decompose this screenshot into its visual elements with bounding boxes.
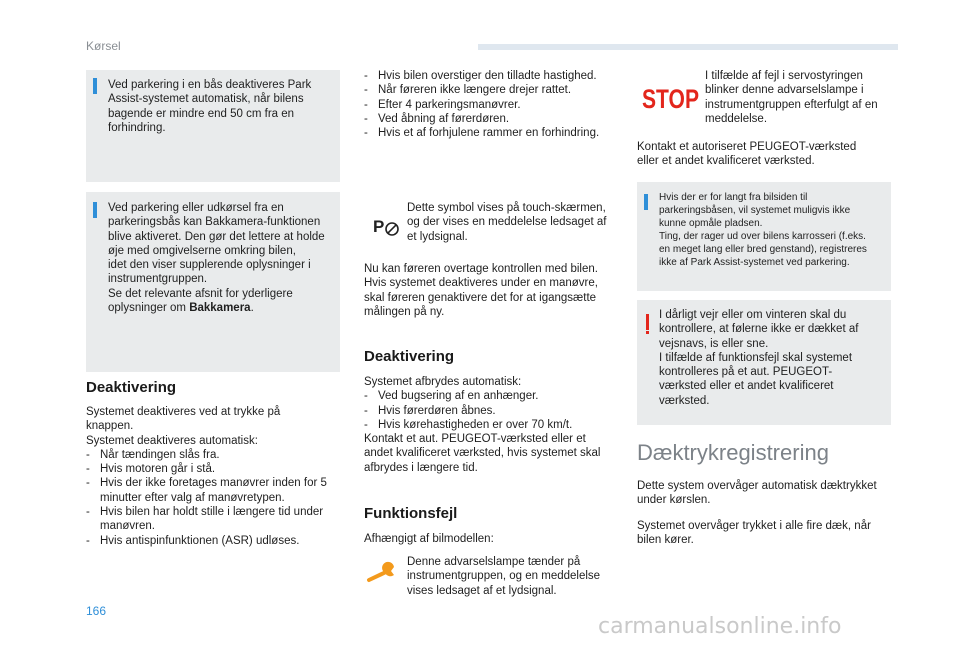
header-bar [478, 44, 898, 50]
wrench-icon [366, 563, 400, 585]
body-text: Afhængigt af bilmodellen: [364, 533, 494, 545]
list-item: - Når tændingen slås fra. [86, 448, 342, 462]
section-heading: Deaktivering [364, 348, 455, 365]
list-item: - Efter 4 parkeringsmanøvrer. [364, 98, 620, 112]
info-icon [644, 194, 648, 210]
info-icon [93, 202, 97, 218]
list-item: - Hvis førerdøren åbnes. [364, 404, 622, 418]
list-item: - Hvis motoren går i stå. [86, 462, 342, 476]
body-text: Nu kan føreren overtage kontrollen med bilen. Hvis systemet deaktiveres under en manøvre, skal føreren genaktivere det for at igangsætte målingen på ny. [364, 263, 598, 318]
info-icon [93, 78, 97, 94]
section-heading: Deaktivering [86, 379, 177, 396]
chapter-heading: Dæktrykregistrering [637, 440, 829, 465]
note-text: Ved parkering eller udkørsel fra en parkeringsbås kan Bakkamera-funktionen blive aktiveret. Den gør det lettere at holde øje med omgivelserne omkring bilen, idet den viser supplerende oplysninger i instrumentgruppen. Se det relevante afsnit for yderligere oplysninger om Bakkamera. [108, 202, 325, 315]
note-text: Hvis der er for langt fra bilsiden til parkeringsbåsen, vil systemet muligvis ikke kunne opmåle pladsen. Ting, der rager ud over bilens karrosseri (f.eks. en meget lang eller bred genstand), registreres ikke af Park Assist-systemet ved parkering. [659, 192, 867, 268]
note-text: I dårligt vejr eller om vinteren skal du kontrollere, at følerne ikke er dækket af vejsnavs, is eller sne. I tilfælde af funktionsfejl skal systemet kontrolleres på et aut. PEUGEOT- værksted eller et andet kvalificeret værksted. [659, 309, 859, 407]
section-heading: Funktionsfejl [364, 505, 458, 522]
body-text: Systemet afbrydes automatisk: - Ved bugsering af en anhænger. - Hvis førerdøren åbnes. - Hvis kørehastigheden er over 70 km/t. Kontakt et aut. PEUGEOT-værksted eller et andet kvalificeret værksted, hvis systemet skal afbrydes i længere tid. [364, 375, 622, 475]
body-text: Systemet deaktiveres ved at trykke på knappen. Systemet deaktiveres automatisk: - Når tændingen slås fra. - Hvis motoren går i stå. - Hvis der ikke foretages manøvrer inden for 5 minutter efter valg af manøvretypen. - Hvis bilen har holdt stille i længere tid under manøvren. - Hvis antispinfunktionen (ASR) udløses. [86, 405, 342, 548]
list-item: - Hvis antispinfunktionen (ASR) udløses. [86, 534, 342, 548]
list-item: - Hvis der ikke foretages manøvrer inden for 5 minutter efter valg af manøvretypen. [86, 476, 342, 505]
list-item: - Når føreren ikke længere drejer rattet. [364, 83, 620, 97]
list-item: - Ved åbning af førerdøren. [364, 112, 620, 126]
page-number: 166 [86, 604, 107, 618]
svg-text:P: P [373, 217, 385, 236]
body-text: Systemet overvåger trykket i alle fire dæk, når bilen kører. [637, 520, 871, 547]
info-note-reversing-camera [86, 192, 340, 372]
info-note-parking-bay [86, 70, 340, 182]
stop-description: I tilfælde af fejl i servostyringen blinker denne advarselslampe i instrumentgruppen efterfulgt af en meddelelse. [705, 70, 878, 125]
warning-icon [646, 314, 649, 330]
list-item: - Hvis et af forhjulene rammer en forhindring. [364, 126, 620, 140]
condition-list-block [364, 69, 620, 140]
warning-note-weather [637, 300, 891, 425]
symbol-description: Dette symbol vises på touch-skærmen, og der vises en meddelelse ledsaget af et lydsignal. [407, 202, 607, 243]
reference-link: Bakkamera [189, 302, 251, 315]
list-item: - Hvis bilen har holdt stille i længere tid under manøvren. [86, 505, 342, 534]
watermark: carmanualsonline.info [598, 614, 842, 639]
warning-lamp-description: Denne advarselslampe tænder på instrumentgruppen, og en meddelelse vises ledsaget af et lydsignal. [407, 556, 601, 597]
deactivation-list [86, 448, 342, 548]
info-note-distance [637, 182, 891, 291]
body-text: Kontakt et autoriseret PEUGEOT-værksted eller et andet kvalificeret værksted. [637, 141, 857, 168]
body-text: Dette system overvåger automatisk dæktrykket under kørslen. [637, 480, 877, 507]
svg-text:STOP: STOP [642, 84, 699, 114]
list-item: - Hvis kørehastigheden er over 70 km/t. [364, 418, 622, 432]
note-text: Ved parkering i en bås deaktiveres Park Assist-systemet automatisk, når bilens bagende er mindre end 50 cm fra en forhindring. [108, 79, 312, 134]
section-label: Kørsel [86, 39, 121, 53]
park-assist-symbol-icon [372, 215, 400, 237]
stop-icon [642, 84, 700, 114]
list-item: - Ved bugsering af en anhænger. [364, 389, 622, 403]
list-item: - Hvis bilen overstiger den tilladte hastighed. [364, 69, 620, 83]
